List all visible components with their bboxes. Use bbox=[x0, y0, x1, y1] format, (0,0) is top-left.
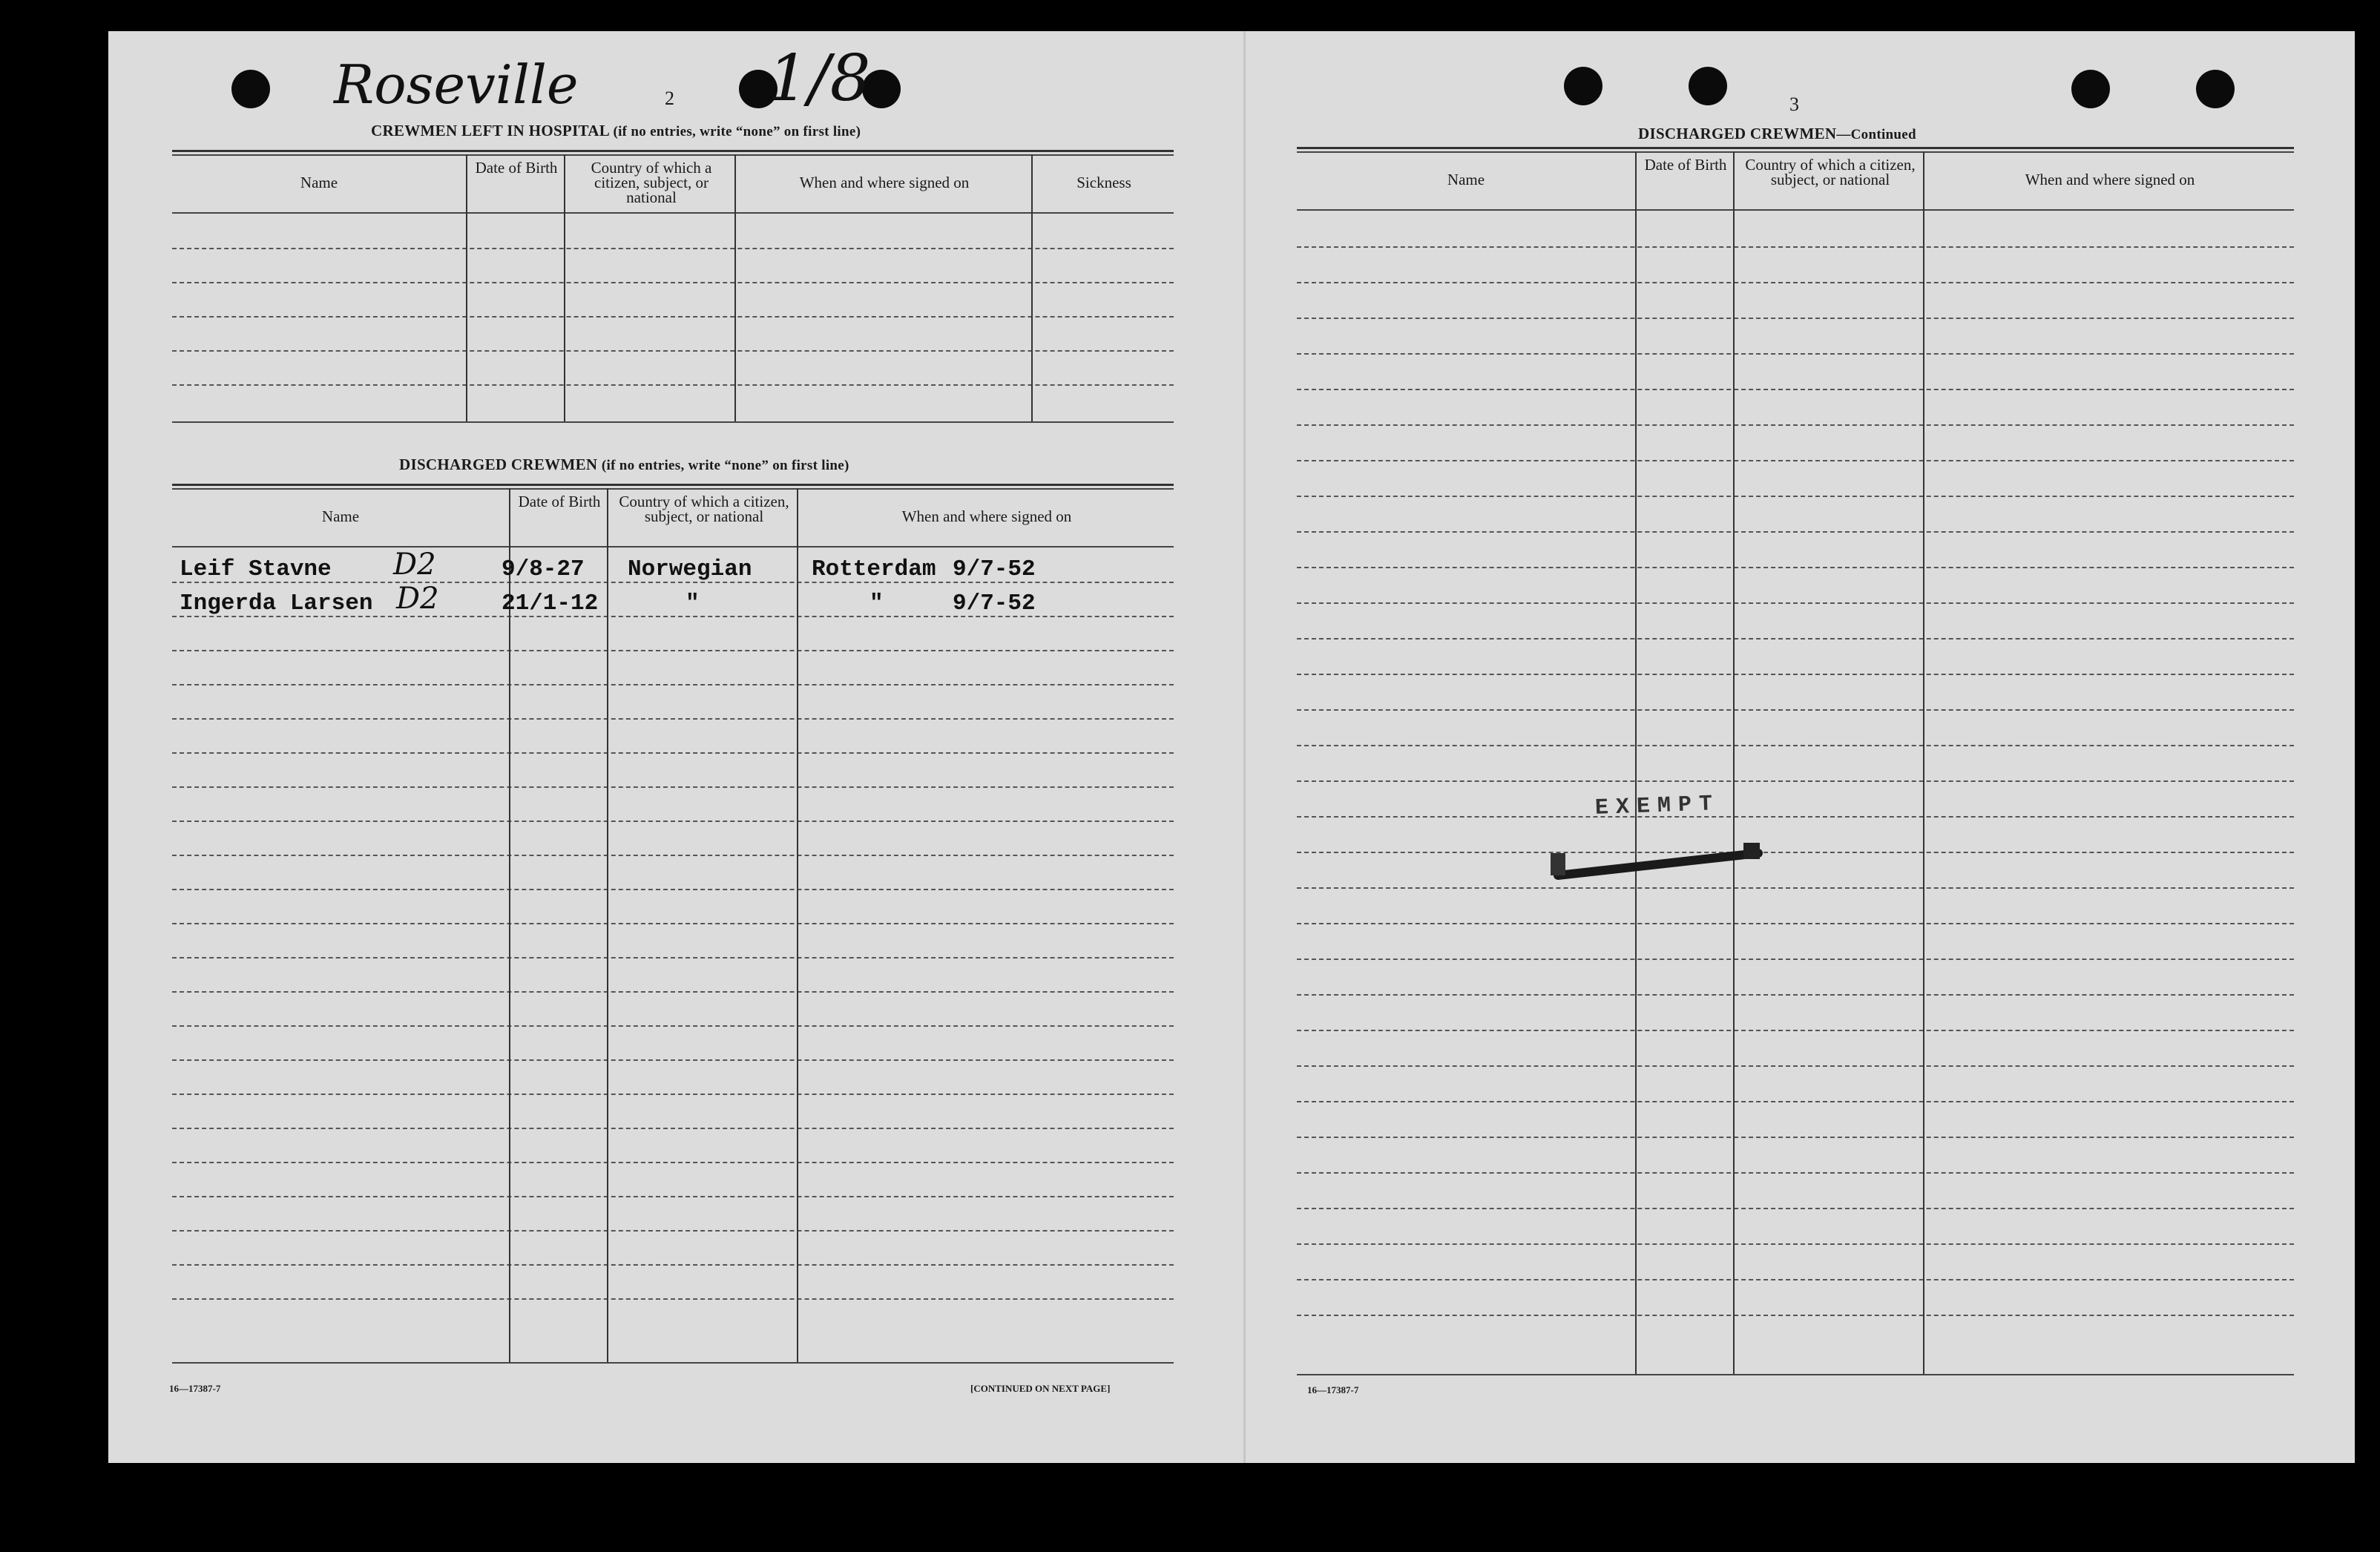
col-header-name: Name bbox=[1447, 171, 1485, 188]
continued-note: [CONTINUED ON NEXT PAGE] bbox=[970, 1383, 1111, 1394]
crew-signed-place: " bbox=[870, 591, 884, 616]
discharged-title: DISCHARGED CREWMEN bbox=[399, 456, 598, 473]
page-number-right: 3 bbox=[1789, 93, 1799, 115]
discharge-mark: D2 bbox=[396, 582, 439, 616]
discharged-subtitle: (if no entries, write “none” on first line) bbox=[601, 458, 849, 473]
col-header-name: Name bbox=[300, 174, 338, 191]
form-number-left: 16—17387-7 bbox=[169, 1383, 221, 1394]
discharge-mark: D2 bbox=[393, 548, 436, 582]
col-header-dob: Date of Birth bbox=[475, 159, 558, 177]
crew-name: Ingerda Larsen bbox=[180, 591, 373, 616]
crew-dob: 9/8-27 bbox=[502, 556, 585, 582]
right-section-title bbox=[1638, 125, 1916, 143]
col-header-country: Country of which a citizen, subject, or national bbox=[619, 493, 789, 525]
col-header-dob: Date of Birth bbox=[1644, 156, 1727, 174]
punch-hole bbox=[1689, 67, 1727, 105]
crew-signed-date: 9/7-52 bbox=[953, 556, 1036, 582]
right-title: DISCHARGED CREWMEN bbox=[1638, 125, 1837, 142]
discharged-section-title bbox=[399, 456, 849, 474]
crew-country: Norwegian bbox=[628, 556, 752, 582]
col-header-dob: Date of Birth bbox=[518, 493, 601, 510]
crew-name: Leif Stavne bbox=[180, 556, 332, 582]
exempt-stamp bbox=[1528, 786, 1781, 898]
page-fold bbox=[1243, 31, 1246, 1463]
col-header-name: Name bbox=[321, 507, 360, 525]
hospital-title: CREWMEN LEFT IN HOSPITAL bbox=[371, 122, 609, 139]
right-subtitle: —Continued bbox=[1836, 127, 1916, 142]
discharged-continued-table bbox=[1297, 147, 2294, 1378]
punch-hole bbox=[2071, 70, 2110, 108]
crew-signed-date: 9/7-52 bbox=[953, 591, 1036, 616]
col-header-signed-on: When and where signed on bbox=[2025, 171, 2195, 188]
hospital-subtitle: (if no entries, write “none” on first line) bbox=[613, 124, 861, 139]
punch-hole bbox=[231, 70, 270, 108]
punch-hole bbox=[1564, 67, 1602, 105]
stamp-text: EXEMPT bbox=[1594, 792, 1720, 821]
crew-country: " bbox=[686, 591, 700, 616]
col-header-sickness: Sickness bbox=[1076, 174, 1131, 191]
punch-hole bbox=[2196, 70, 2235, 108]
hospital-table bbox=[172, 150, 1174, 426]
discharged-table bbox=[172, 484, 1174, 1367]
form-number-right: 16—17387-7 bbox=[1307, 1384, 1359, 1395]
page-number-left: 2 bbox=[665, 88, 674, 109]
stamp-bar bbox=[1528, 823, 1781, 898]
col-header-country: Country of which a citizen, subject, or national bbox=[1745, 156, 1916, 188]
col-header-signed-on: When and where signed on bbox=[799, 174, 970, 191]
handwritten-mark: 1/8 bbox=[768, 42, 871, 116]
crew-signed-place: Rotterdam bbox=[812, 556, 936, 582]
crew-dob: 21/1-12 bbox=[502, 591, 599, 616]
handwritten-vessel-name: Roseville bbox=[334, 53, 579, 116]
col-header-signed-on: When and where signed on bbox=[901, 507, 1072, 525]
col-header-country: Country of which a citizen, subject, or national bbox=[591, 159, 712, 206]
hospital-section-title bbox=[371, 122, 861, 140]
